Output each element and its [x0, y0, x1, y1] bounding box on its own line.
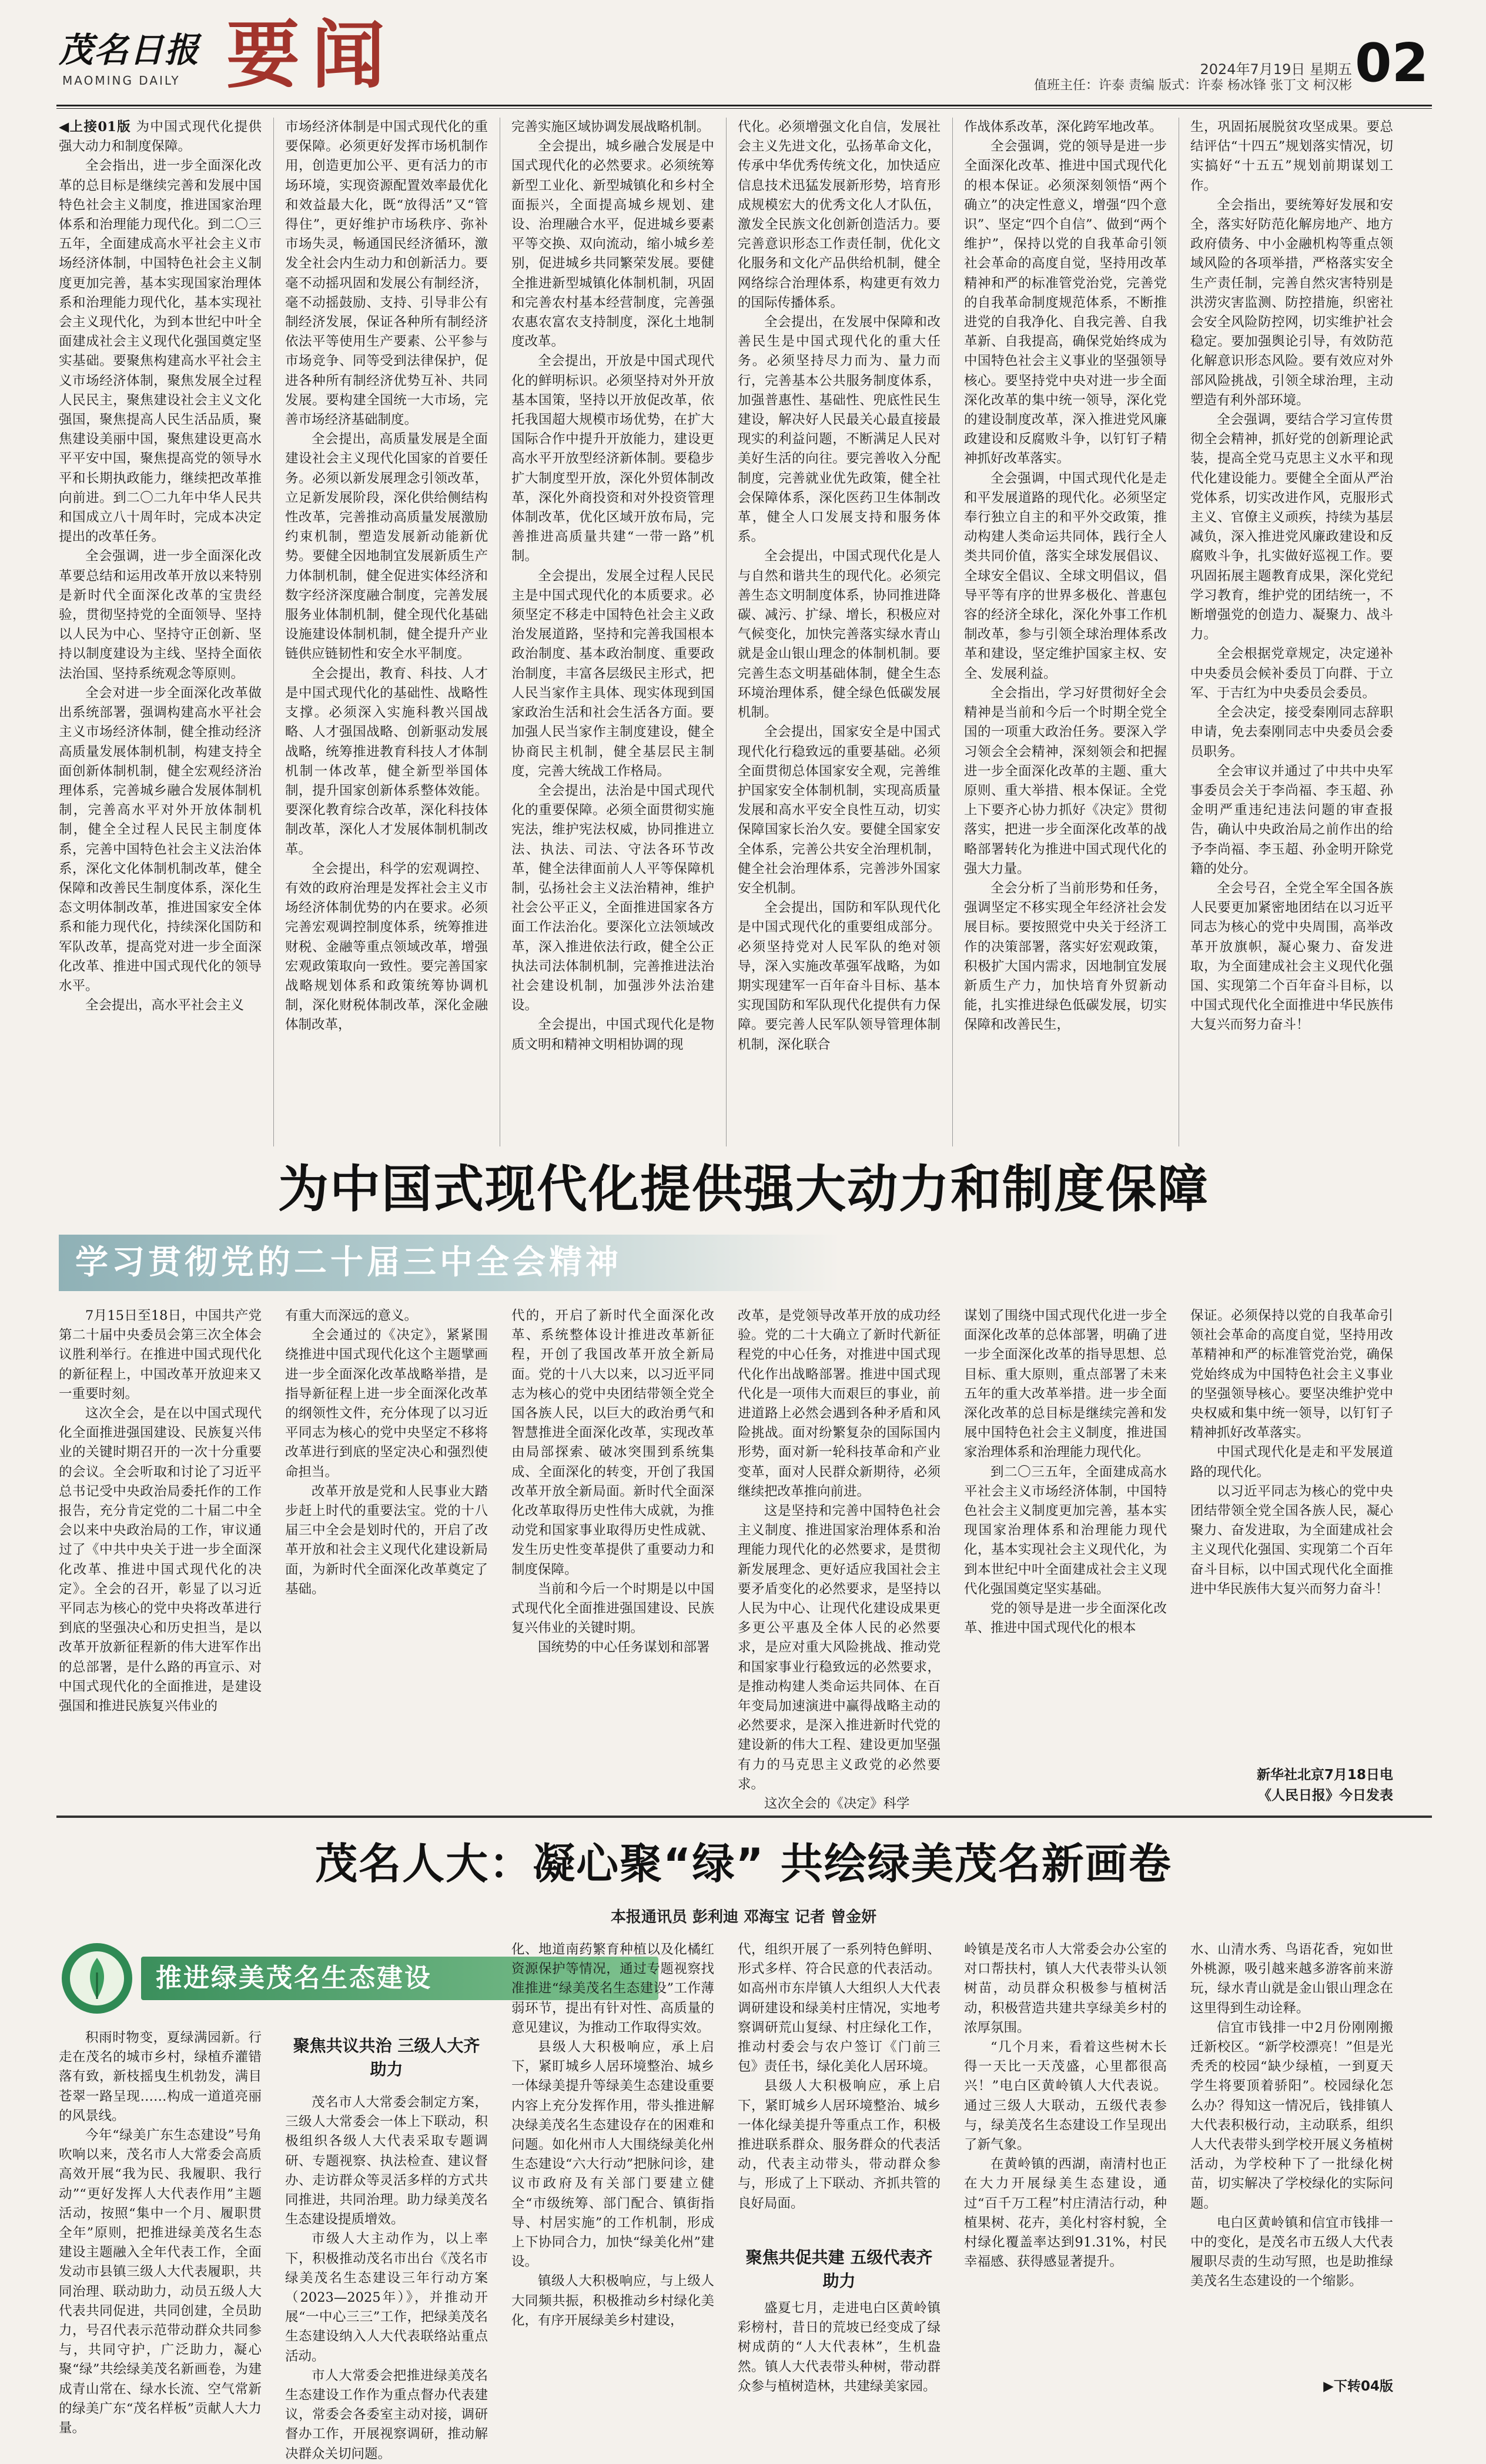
newspaper-logo: 茂名日报 [59, 30, 200, 70]
feature-col-3: 化、地道南药繁育种植以及化橘红资源保护等情况，通过专题视察找准推进“绿美茂名生态建设”工作薄弱环节，提出有针对性、高质量的意见建议，为推动工作取得实效。 县级人大积极响应，承上启下，紧盯城乡人居环境整治、城乡一体绿美提升等绿美生态建设重要内容上充分发挥作用，带头推进解决绿美茂名生态建设存在的困难和问题。如化州市人大围绕绿美化州生态建设“六大行动”把脉问诊，建议市政府及有关部门要建立健全“市级统筹、部门配合、镇街指导、村居实施”的工作机制，形成上下协同合力，加快“绿美化州”建设。 镇级人大积极响应，与上级人大同频共振，积极推动乡村绿化美化，有序开展绿美乡村建设， [511, 1942, 714, 2328]
masthead-rule-thin [56, 108, 1432, 109]
commentary-col-4: 改革，是党领导改革开放的成功经验。党的二十大确立了新时代新征程党的中心任务，对推进中国式现代化作出战略部署。推进中国式现代化是一项伟大而艰巨的事业，前进道路上必然会遇到各种矛盾和风险挑战。面对纷繁复杂的国际国内形势，面对新一轮科技革命和产业变革，面对人民群众新期待，必须继续把改革推向前进。 这是坚持和完善中国特色社会主义制度、推进国家治理体系和治理能力现代化的必然要求，是贯彻新发展理念、更好适应我国社会主要矛盾变化的必然要求，是坚持以人民为中心、让现代化建设成果更多更公平惠及全体人民的必然要求，是应对重大风险挑战、推动党和国家事业行稳致远的必然要求，是推动构建人类命运共同体、在百年变局加速演进中赢得战略主动的必然要求，是深入推进新时代党的建设新的伟大工程、建设更加坚强有力的马克思主义政党的必然要求。 这次全会的《决定》科学 [738, 1308, 941, 1812]
commentary-source-1: 新华社北京7月18日电 [1256, 1767, 1393, 1783]
continued-to-label: ▶下转04版 [1323, 2379, 1393, 2394]
newspaper-logo-en: MAOMING DAILY [62, 73, 180, 88]
feature-subheading-1: 聚焦共议共治 三级人大齐助力 [293, 2036, 480, 2079]
feature-col-4b: 盛夏七月，走进电白区黄岭镇彩榜村，昔日的荒坡已经变成了绿树成荫的“人大代表林”，生机盎然。镇人大代表带头种树，带动群众参与植树造林，共建绿美家园。 [738, 2301, 941, 2394]
feature-col-6: 水、山清水秀、鸟语花香，宛如世外桃源，吸引越来越多游客前来游玩，绿水青山就是金山银山理念在这里得到生动诠释。 信宜市钱排一中2月份刚刚搬迁新校区。“新学校漂亮！”但是光秃秃的校园“缺少绿植，一到夏天学生将要顶着骄阳”。校园绿化怎么办？得知这一情况后，钱排镇人大代表积极行动，主动联系，组织人大代表带头到学校开展义务植树活动，为学校种下了一批绿化树苗，切实解决了学校绿化的实际问题。 电白区黄岭镇和信宜市钱排一中的变化，是茂名市五级人大代表履职尽责的生动写照，也是助推绿美茂名生态建设的一个缩影。 [1190, 1942, 1393, 2289]
feature-col-2: 茂名市人大常委会制定方案，三级人大常委会一体上下联动，积极组织各级人大代表采取专题调研、专题视察、执法检查、建议督办、走访群众等灵活多样的方式共同推进，共同治理。助力绿美茂名生态建设提质增效。 市级人大主动作为，以上率下，积极推动茂名市出台《茂名市绿美茂名生态建设三年行动方案（2023—2025年）》，并推动开展“一中心三三”工作，把绿美茂名生态建设纳入人大代表联络站重点活动。 市人大常委会把推进绿美茂名生态建设工作作为重点督办代表建议，常委会各委室主动对接，调研督办工作，开展视察调研，推动解决群众关切问题。 [285, 2095, 488, 2462]
commentary-col-3: 代的，开启了新时代全面深化改革、系统整体设计推进改革新征程，开创了我国改革开放全新局面。党的十八大以来，以习近平同志为核心的党中央团结带领全党全国各族人民，以巨大的政治勇气和智慧推进全面深化改革，实现改革由局部探索、破冰突围到系统集成、全面深化的转变，开创了我国改革开放全新局面。新时代全面深化改革取得历史性伟大成就，为推动党和国家事业取得历史性成就、发生历史性变革提供了重要动力和制度保障。 当前和今后一个时期是以中国式现代化全面推进强国建设、民族复兴伟业的关键时期。 国统势的中心任务谋划和部署 [511, 1308, 714, 1656]
top-article-col-2: 市场经济体制是中国式现代化的重要保障。必须更好发挥市场机制作用，创造更加公平、更有活力的市场环境，实现资源配置效率最优化和效益最大化，既“放得活”又“管得住”，更好维护市场秩序、弥补市场失灵，畅通国民经济循环，激发全社会内生动力和创新活力。要毫不动摇巩固和发展公有制经济，毫不动摇鼓励、支持、引导非公有制经济发展，保证各种所有制经济依法平等使用生产要素、公平参与市场竞争、同等受到法律保护，促进各种所有制经济优势互补、共同发展。要构建全国统一大市场，完善市场经济基础制度。 全会提出，高质量发展是全面建设社会主义现代化国家的首要任务。必须以新发展理念引领改革，立足新发展阶段，深化供给侧结构性改革，完善推动高质量发展激励约束机制，塑造发展新动能新优势。要健全因地制宜发展新质生产力体制机制，健全促进实体经济和数字经济深度融合制度，完善发展服务业体制机制，健全现代化基础设施建设体制机制，健全提升产业链供应链韧性和安全水平制度。 全会提出，教育、科技、人才是中国式现代化的基础性、战略性支撑。必须深入实施科教兴国战略、人才强国战略、创新驱动发展战略，统筹推进教育科技人才体制机制一体改革，健全新型举国体制，提升国家创新体系整体效能。要深化教育综合改革，深化科技体制改革，深化人才发展体制机制改革。 全会提出，科学的宏观调控、有效的政府治理是发挥社会主义市场经济体制优势的内在要求。必须完善宏观调控制度体系，统筹推进财税、金融等重点领域改革，增强宏观政策取向一致性。要完善国家战略规划体系和政策统筹协调机制，深化财税体制改革，深化金融体制改革， [285, 119, 488, 1033]
feature-col-1: 积雨时物变，夏绿满园新。行走在茂名的城市乡村，绿植乔灌错落有致，新枝摇曳生机勃发，满目苍翠一路呈现……构成一道道亮丽的风景线。 今年“绿美广东生态建设”号角吹响以来，茂名市人大常委会高质高效开展“我为民、我履职、我行动”“更好发挥人大代表作用”主题活动，按照“集中一个月、履职贯全年”原则，把推进绿美茂名生态建设主题融入全年代表工作，全面发动市县镇三级人大代表履职，共同治理、联动助力，动员五级人大代表共同促进，共同创建，全员助力，号召代表示范带动群众共同参与，共同守护，广泛助力，凝心聚“绿”共绘绿美茂名新画卷，为建成青山常在、绿水长流、空气常新的绿美广东“茂名样板”贡献人大力量。 [59, 2030, 262, 2436]
column-rule [273, 118, 274, 1146]
column-rule [726, 118, 727, 1146]
top-article-col-6: 生，巩固拓展脱贫攻坚成果。要总结评估“十四五”规划落实情况，切实搞好“十五五”规划前期谋划工作。 全会指出，要统筹好发展和安全，落实好防范化解房地产、地方政府债务、中小金融机构等重点领域风险的各项举措，严格落实安全生产责任制，完善自然灾害特别是洪涝灾害监测、防控措施，织密社会安全风险防控网，切实维护社会稳定。要加强舆论引导，有效防范化解意识形态风险。要有效应对外部风险挑战，引领全球治理，主动塑造有利外部环境。 全会强调，要结合学习宣传贯彻全会精神，抓好党的创新理论武装，提高全党马克思主义水平和现代化建设能力。要健全全面从严治党体系，切实改进作风，克服形式主义、官僚主义顽疾，持续为基层减负，深入推进党风廉政建设和反腐败斗争，扎实做好巡视工作。要巩固拓展主题教育成果，深化党纪学习教育，维护党的团结统一，不断增强党的创造力、凝聚力、战斗力。 全会根据党章规定，决定递补中央委员会候补委员丁向群、于立军、于吉红为中央委员会委员。 全会决定，接受秦刚同志辞职申请，免去秦刚同志中央委员会委员职务。 全会审议并通过了中共中央军事委员会关于李尚福、李玉超、孙金明严重违纪违法问题的审查报告，确认中央政治局之前作出的给予李尚福、李玉超、孙金明开除党籍的处分。 全会号召，全党全军全国各族人民要更加紧密地团结在以习近平同志为核心的党中央周围，高举改革开放旗帜，凝心聚力、奋发进取，为全面建成社会主义现代化强国、实现第二个百年奋斗目标，以中国式现代化全面推进中华民族伟大复兴而努力奋斗！ [1190, 119, 1393, 1033]
masthead-rule [56, 105, 1432, 106]
continued-from-label: ◀上接01版 [59, 119, 131, 135]
section-divider [56, 1816, 1432, 1818]
commentary-banner-text: 学习贯彻党的二十届三中全会精神 [75, 1243, 622, 1282]
commentary-banner [59, 1235, 841, 1291]
feature-col-5: 岭镇是茂名市人大常委会办公室的对口帮扶村，镇人大代表带头认领树苗，动员群众积极参与植树活动，积极营造共建共享绿美乡村的浓厚氛围。 “几个月来，看着这些树木长得一天比一天茂盛，心里都很高兴！”电白区黄岭镇人大代表说。通过三级人大联动，五级代表参与，绿美茂名生态建设工作呈现出了新气象。 在黄岭镇的西湖，南清村也正在大力开展绿美生态建设，通过“百千万工程”村庄清洁行动，种植果树、花卉，美化村容村貌，全村绿化覆盖率达到91.31%，村民幸福感、获得感显著提升。 [964, 1942, 1167, 2270]
top-article-col-3: 完善实施区域协调发展战略机制。 全会提出，城乡融合发展是中国式现代化的必然要求。必须统筹新型工业化、新型城镇化和乡村全面振兴，全面提高城乡规划、建设、治理融合水平，促进城乡要素平等交换、双向流动，缩小城乡差别，促进城乡共同繁荣发展。要健全推进新型城镇化体制机制，巩固和完善农村基本经营制度，完善强农惠农富农支持制度，深化土地制度改革。 全会提出，开放是中国式现代化的鲜明标识。必须坚持对外开放基本国策，坚持以开放促改革，依托我国超大规模市场优势，在扩大国际合作中提升开放能力，建设更高水平开放型经济新体制。要稳步扩大制度型开放，深化外贸体制改革，深化外商投资和对外投资管理体制改革，优化区域开放布局，完善推进高质量共建“一带一路”机制。 全会提出，发展全过程人民民主是中国式现代化的本质要求。必须坚定不移走中国特色社会主义政治发展道路，坚持和完善我国根本政治制度、基本政治制度、重要政治制度，丰富各层级民主形式，把人民当家作主具体、现实体现到国家政治生活和社会生活各方面。要加强人民当家作主制度建设，健全协商民主机制，健全基层民主制度，完善大统战工作格局。 全会提出，法治是中国式现代化的重要保障。必须全面贯彻实施宪法，维护宪法权威，协同推进立法、执法、司法、守法各环节改革，健全法律面前人人平等保障机制，弘扬社会主义法治精神，维护社会公平正义，全面推进国家各方面工作法治化。要深化立法领域改革，深入推进依法行政，健全公正执法司法体制机制，完善推进法治社会建设机制，加强涉外法治建设。 全会提出，中国式现代化是物质文明和精神文明相协调的现 [511, 119, 714, 1052]
feature-headline: 茂名人大：凝心聚“绿” 共绘绿美茂名新画卷 [315, 1839, 1172, 1888]
commentary-col-5: 谋划了围绕中国式现代化进一步全面深化改革的总体部署，明确了进一步全面深化改革的指导思想、总目标、重大原则，重点部署了未来五年的重大改革举措。进一步全面深化改革的总目标是继续完善和发展中国特色社会主义制度，推进国家治理体系和治理能力现代化。 到二〇三五年，全面建成高水平社会主义市场经济体制，中国特色社会主义制度更加完善，基本实现国家治理体系和治理能力现代化，基本实现社会主义现代化，为到本世纪中叶全面建成社会主义现代化强国奠定坚实基础。 党的领导是进一步全面深化改革、推进中国式现代化的根本 [964, 1308, 1167, 1636]
main-headline: 为中国式现代化提供强大动力和制度保障 [278, 1160, 1209, 1219]
top-article-col-5: 作战体系改革，深化跨军地改革。 全会强调，党的领导是进一步全面深化改革、推进中国式现代化的根本保证。必须深刻领悟“两个确立”的决定性意义，增强“四个意识”、坚定“四个自信”、做到“两个维护”，保持以党的自我革命引领社会革命的高度自觉，坚持用改革精神和严的标准管党治党，完善党的自我革命制度规范体系，不断推进党的自我净化、自我完善、自我革新、自我提高，确保党始终成为中国特色社会主义事业的坚强领导核心。要坚持党中央对进一步全面深化改革的集中统一领导，深化党的建设制度改革，深入推进党风廉政建设和反腐败斗争，以钉钉子精神抓好改革落实。 全会强调，中国式现代化是走和平发展道路的现代化。必须坚定奉行独立自主的和平外交政策，推动构建人类命运共同体，践行全人类共同价值，落实全球发展倡议、全球安全倡议、全球文明倡议，倡导平等有序的世界多极化、普惠包容的经济全球化，深化外事工作机制改革，参与引领全球治理体系改革和建设，坚定维护国家主权、安全、发展利益。 全会指出，学习好贯彻好全会精神是当前和今后一个时期全党全国的一项重大政治任务。要深入学习领会全会精神，深刻领会和把握进一步全面深化改革的主题、重大原则、重大举措、根本保证。全党上下要齐心协力抓好《决定》贯彻落实，把进一步全面深化改革的战略部署转化为推进中国式现代化的强大力量。 全会分析了当前形势和任务，强调坚定不移实现全年经济社会发展目标。要按照党中央关于经济工作的决策部署，落实好宏观政策，积极扩大国内需求，因地制宜发展新质生产力，加快培育外贸新动能，扎实推进绿色低碳发展，切实保障和改善民生， [964, 119, 1167, 1033]
editors-line: 值班主任：许泰 责编 版式：许泰 杨冰锋 张丁文 柯汉彬 [1034, 78, 1352, 93]
commentary-source-2: 《人民日报》今日发表 [1258, 1788, 1393, 1803]
date-line: 2024年7月19日 星期五 [1200, 61, 1352, 78]
feature-byline: 本报通讯员 彭利迪 邓海宝 记者 曾金妍 [610, 1908, 877, 1926]
top-article-col-1: ◀上接01版 为中国式现代化提供强大动力和制度保障。 全会指出，进一步全面深化改革的总目标是继续完善和发展中国特色社会主义制度，推进国家治理体系和治理能力现代化。到二〇三五年，全面建成高水平社会主义市场经济体制，中国特色社会主义制度更加完善，基本实现国家治理体系和治理能力现代化，基本实现社会主义现代化，为到本世纪中叶全面建成社会主义现代化强国奠定坚实基础。要聚焦构建高水平社会主义市场经济体制，聚焦发展全过程人民民主，聚焦建设社会主义文化强国，聚焦提高人民生活品质，聚焦建设美丽中国，聚焦建设更高水平平安中国，聚焦提高党的领导水平和长期执政能力，继续把改革推向前进。到二〇二九年中华人民共和国成立八十周年时，完成本决定提出的改革任务。 全会强调，进一步全面深化改革要总结和运用改革开放以来特别是新时代全面深化改革的宝贵经验，贯彻坚持党的全面领导、坚持以人民为中心、坚持守正创新、坚持以制度建设为主线、坚持全面依法治国、坚持系统观念等原则。 全会对进一步全面深化改革做出系统部署，强调构建高水平社会主义市场经济体制，健全推动经济高质量发展体制机制，构建支持全面创新体制机制，健全宏观经济治理体系，完善城乡融合发展体制机制，完善高水平对外开放体制机制，健全全过程人民民主制度体系，完善中国特色社会主义法治体系，深化文化体制机制改革，健全保障和改善民生制度体系，深化生态文明体制改革，推进国家安全体系和能力现代化，持续深化国防和军队改革，提高党对进一步全面深化改革、推进中国式现代化的领导水平。 全会提出，高水平社会主义 [59, 119, 262, 1014]
section-title: 要闻 [226, 13, 397, 98]
green-campaign-caption: 推进绿美茂名生态建设 [156, 1963, 432, 1993]
green-campaign-logo-icon [59, 1940, 135, 2017]
page-number: 02 [1355, 32, 1429, 94]
column-rule [952, 118, 953, 1146]
feature-subheading-2: 聚焦共促共建 五级代表齐助力 [745, 2248, 933, 2291]
masthead [0, 0, 1486, 98]
commentary-col-2: 有重大而深远的意义。 全会通过的《决定》，紧紧围绕推进中国式现代化这个主题擘画进一步全面深化改革战略举措，是指导新征程上进一步全面深化改革的纲领性文件，充分体现了以习近平同志为核心的党中央坚定不移将改革进行到底的坚定决心和强烈使命担当。 改革开放是党和人民事业大踏步赶上时代的重要法宝。党的十八届三中全会是划时代的，开启了改革开放和社会主义现代化建设新局面，为新时代全面深化改革奠定了基础。 [285, 1308, 488, 1597]
commentary-col-1: 7月15日至18日，中国共产党第二十届中央委员会第三次全体会议胜利举行。在推进中国式现代化的新征程上，中国改革开放迎来又一重要时刻。 这次全会，是在以中国式现代化全面推进强国建设、民族复兴伟业的关键时期召开的一次十分重要的会议。全会听取和讨论了习近平总书记受中央政治局委托作的工作报告，充分肯定党的二十届二中全会以来中央政治局的工作，审议通过了《中共中央关于进一步全面深化改革、推进中国式现代化的决定》。全会的召开，彰显了以习近平同志为核心的党中央将改革进行到底的坚强决心和历史担当，是以改革开放新征程新的伟大进军作出的总部署，是什么路的再宣示、对中国式现代化的全面推进，是建设强国和推进民族复兴伟业的 [59, 1308, 262, 1714]
commentary-col-6: 保证。必须保持以党的自我革命引领社会革命的高度自觉，坚持用改革精神和严的标准管党治党，确保党始终成为中国特色社会主义事业的坚强领导核心。要坚决维护党中央权威和集中统一领导，以钉钉子精神抓好改革落实。 中国式现代化是走和平发展道路的现代化。 以习近平同志为核心的党中央团结带领全党全国各族人民，凝心聚力、奋发进取，为全面建成社会主义现代化强国、实现第二个百年奋斗目标，以中国式现代化全面推进中华民族伟大复兴而努力奋斗！ [1190, 1308, 1393, 1597]
top-article-col-4: 代化。必须增强文化自信，发展社会主义先进文化，弘扬革命文化，传承中华优秀传统文化，加快适应信息技术迅猛发展新形势，培育形成规模宏大的优秀文化人才队伍，激发全民族文化创新创造活力。要完善意识形态工作责任制，优化文化服务和文化产品供给机制，健全网络综合治理体系，构建更有效力的国际传播体系。 全会提出，在发展中保障和改善民生是中国式现代化的重大任务。必须坚持尽力而为、量力而行，完善基本公共服务制度体系，加强普惠性、基础性、兜底性民生建设，解决好人民最关心最直接最现实的利益问题，不断满足人民对美好生活的向往。要完善收入分配制度，完善就业优先政策，健全社会保障体系，深化医药卫生体制改革，健全人口发展支持和服务体系。 全会提出，中国式现代化是人与自然和谐共生的现代化。必须完善生态文明制度体系，协同推进降碳、减污、扩绿、增长，积极应对气候变化，加快完善落实绿水青山就是金山银山理念的体制机制。要完善生态文明基础体制，健全生态环境治理体系，健全绿色低碳发展机制。 全会提出，国家安全是中国式现代化行稳致远的重要基础。必须全面贯彻总体国家安全观，完善维护国家安全体制机制，实现高质量发展和高水平安全良性互动，切实保障国家长治久安。要健全国家安全体系，完善公共安全治理机制，健全社会治理体系，完善涉外国家安全机制。 全会提出，国防和军队现代化是中国式现代化的重要组成部分。必须坚持党对人民军队的绝对领导，深入实施改革强军战略，为如期实现建军一百年奋斗目标、基本实现国防和军队现代化提供有力保障。要完善人民军队领导管理体制机制，深化联合 [738, 119, 941, 1052]
feature-col-4: 代，组织开展了一系列特色鲜明、形式多样、符合民意的代表活动。如高州市东岸镇人大组织人大代表调研建设和绿美村庄情况，实地考察调研荒山复绿、村庄绿化工作，推动村委会与农户签订《门前三包》责任书，绿化美化人居环境。 县级人大积极响应，承上启下，紧盯城乡人居环境整治、城乡一体化绿美提升等重点工作，积极推进联系群众、服务群众的代表活动，代表主动带头，带动群众参与，形成了上下联动、齐抓共管的良好局面。 [738, 1942, 941, 2211]
